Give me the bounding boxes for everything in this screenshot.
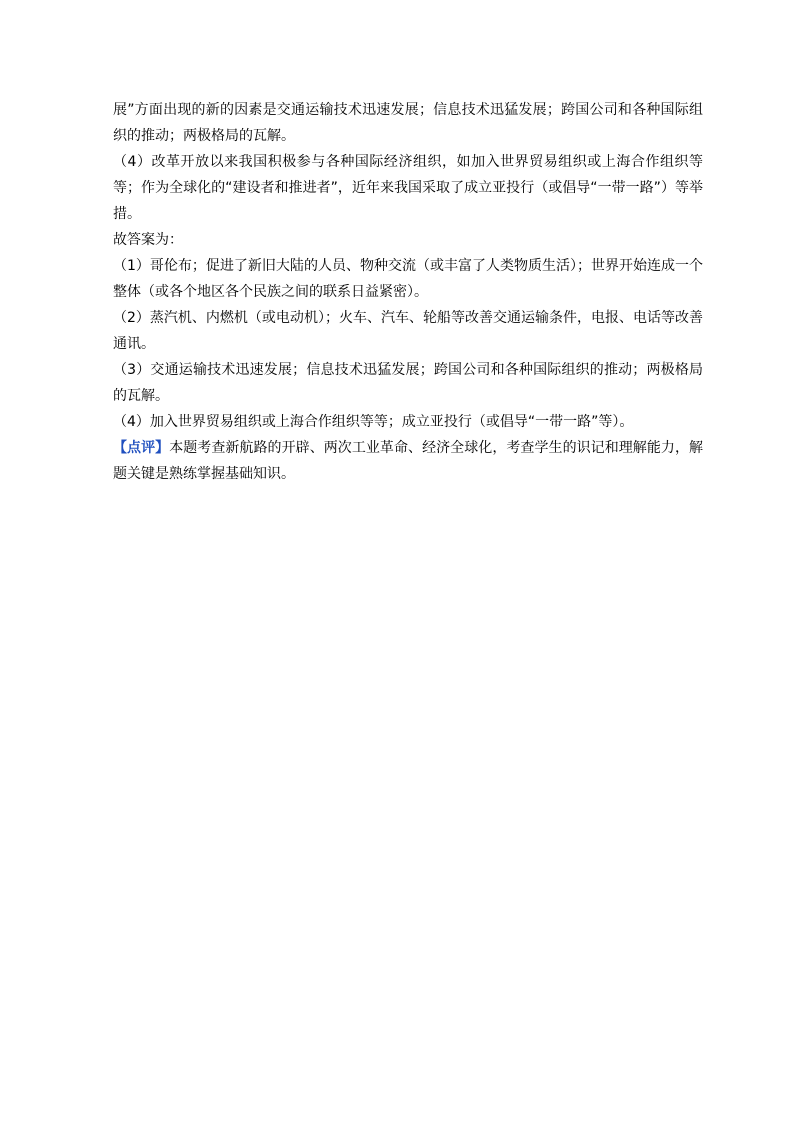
paragraph-answer-4: （4）改革开放以来我国积极参与各种国际经济组织，如加入世界贸易组织或上海合作组织等等；作为全球化的“建设者和推进者”，近年来我国采取了成立亚投行（或倡导“一带一路”）等举措。 [113,154,703,222]
comment-tag: 【点评】 [113,440,170,456]
paragraph-final-4: （4）加入世界贸易组织或上海合作组织等等；成立亚投行（或倡导“一带一路”等）。 [113,414,634,430]
paragraph-answer-heading: 故答案为： [113,232,183,248]
paragraph-final-2: （2）蒸汽机、内燃机（或电动机）；火车、汽车、轮船等改善交通运输条件，电报、电话等改善通讯。 [113,310,703,352]
comment-paragraph [113,435,703,487]
paragraph-final-1: （1）哥伦布；促进了新旧大陆的人员、物种交流（或丰富了人类物质生活）；世界开始连成一个整体（或各个地区各个民族之间的联系日益紧密）。 [113,258,703,300]
paragraph-final-3: （3）交通运输技术迅速发展；信息技术迅猛发展；跨国公司和各种国际组织的推动；两极格局的瓦解。 [113,362,703,404]
document-body [113,97,703,487]
paragraph-continuation: 展”方面出现的新的因素是交通运输技术迅速发展；信息技术迅猛发展；跨国公司和各种国际组织的推动；两极格局的瓦解。 [113,102,703,144]
comment-text: 本题考查新航路的开辟、两次工业革命、经济全球化，考查学生的识记和理解能力，解题关键是熟练掌握基础知识。 [113,440,704,482]
